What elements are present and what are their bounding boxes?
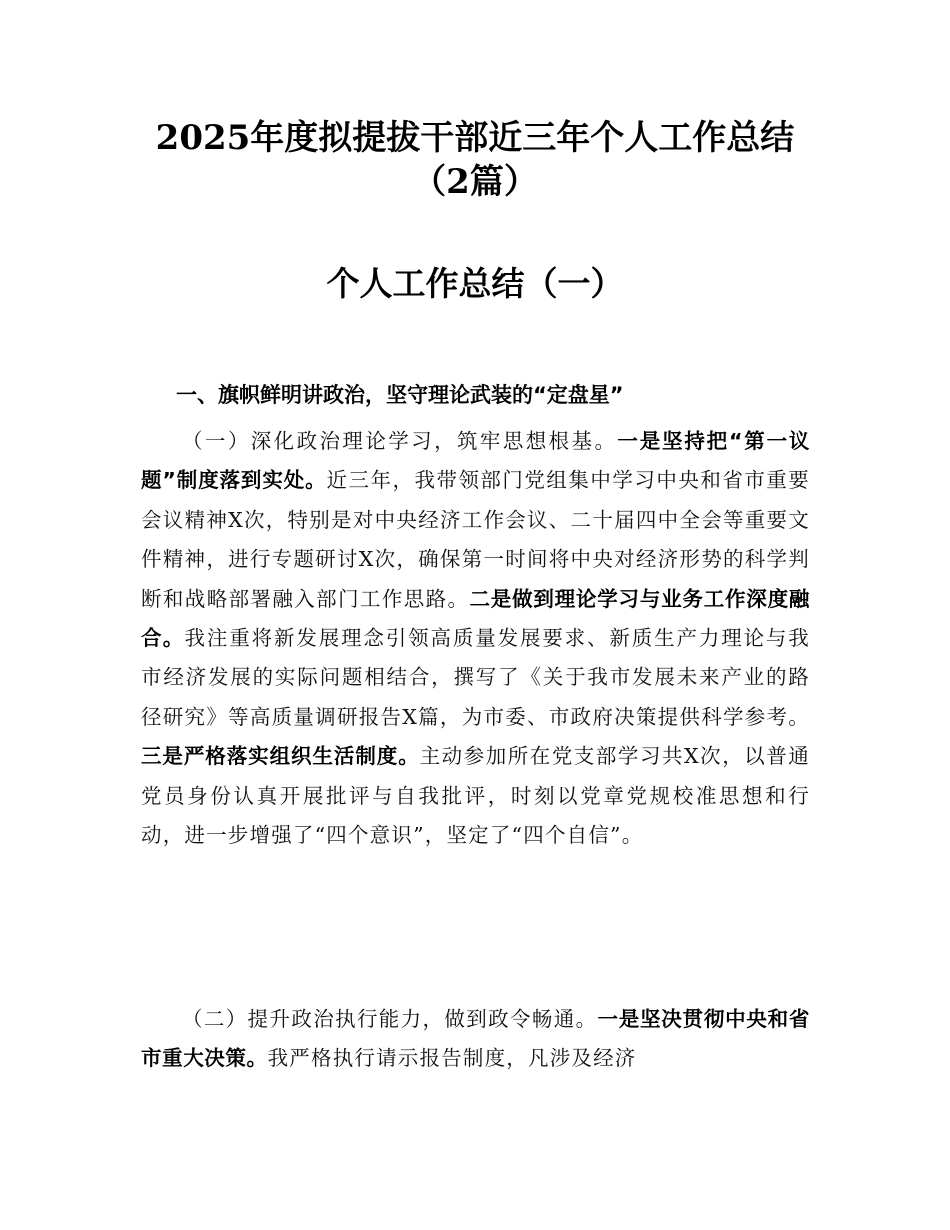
paragraph-1 — [141, 422, 810, 855]
bold-point-2: 二是做到理论学习与业务工作深度融合。 — [141, 586, 810, 651]
point-1-text: 我严格执行请示报告制度，凡涉及经济 — [267, 1046, 637, 1071]
document-title: 2025年度拟提拔干部近三年个人工作总结 — [155, 118, 795, 158]
paragraph-lead: （一）深化政治理论学习，筑牢思想根基。 — [182, 429, 618, 453]
bold-point-1: 一是坚持把“第一议题”制度落到实处。 — [141, 429, 810, 493]
point-1-text: 近三年，我带领部门党组集中学习中央和省市重要会议精神X次，特别是对中央经济工作会议、二十届四中全会等重要文件精神，进行专题研讨X次，确保第一时间将中央对经济形势的科学判断和战略部署融入部门工作思路。 — [141, 468, 811, 611]
point-2-text: 我注重将新发展理念引领高质量发展要求、新质生产力理论与我市经济发展的实际问题相结合，撰写了《关于我市发展未来产业的路径研究》等高质量调研报告X篇，为市委、市政府决策提供科学参考。 — [141, 626, 810, 729]
paragraph-2 — [141, 1000, 810, 1079]
document-title-count: （2篇） — [412, 162, 538, 202]
bold-point-3: 三是严格落实组织生活制度。 — [141, 744, 420, 769]
bold-point-1: 一是坚决贯彻中央和省市重大决策。 — [141, 1007, 810, 1071]
section-heading: 一、旗帜鲜明讲政治，坚守理论武装的“定盘星” — [176, 383, 624, 407]
paragraph-lead: （二）提升政治执行能力，做到政令畅通。 — [182, 1007, 598, 1031]
point-3-text: 主动参加所在党支部学习共X次，以普通党员身份认真开展批评与自我批评，时刻以党章党规校准思想和行动，进一步增强了“四个意识”，坚定了“四个自信”。 — [141, 744, 810, 848]
article-subtitle: 个人工作总结（一） — [326, 264, 624, 303]
